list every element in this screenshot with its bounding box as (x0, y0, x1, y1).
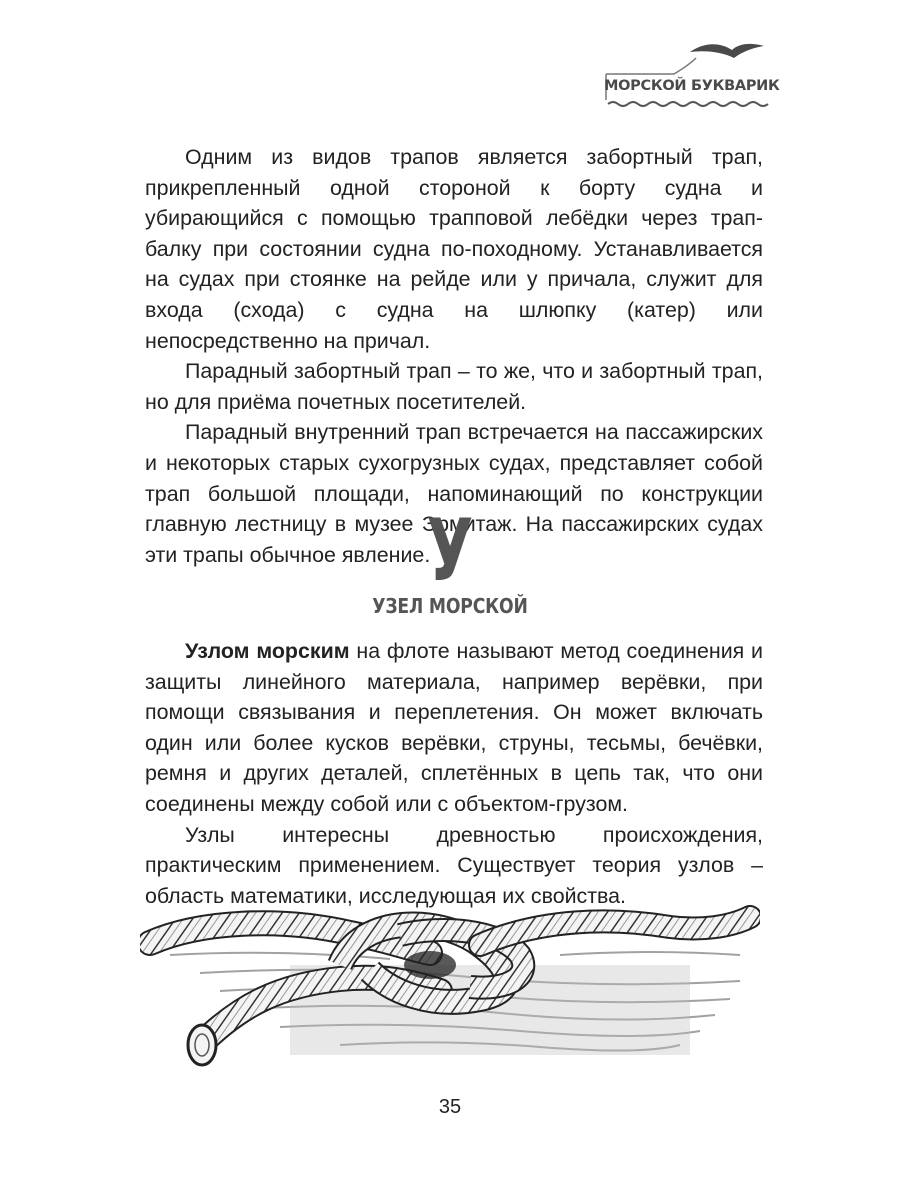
paragraph: Одним из видов трапов является забортный трап, прикрепленный одной стороной к борту судна и убирающийся с помощью трапповой лебёдки через трап-балку при состоянии судна по-походному. Устанавливается на судах при стоянке на рейде или у причала, служит для входа (схода) с судна на шлюпку (катер) или непосредственно на причал. (145, 145, 763, 353)
paragraph: Парадный забортный трап – то же, что и забортный трап, но для приёма почетных посетителей. (145, 359, 763, 414)
paragraph: Узлы интересны древностью происхождения, практическим применением. Существует теория узлов – область математики, исследующая их свойства. (145, 822, 763, 908)
section-letter: У (426, 501, 474, 601)
paragraph-text: на флоте называют метод соединения и защиты линейного материала, например верёвки, при помощи связывания и переплетения. Он может включать один или более кусков верёвки, струны, тесьмы, бечёвки, ремня и других деталей, сплетённых в цепь так, что они соединены между собой или с объектом-грузом. (145, 639, 764, 816)
text-block-knots (145, 636, 763, 911)
running-header (604, 38, 780, 110)
bold-term: Узлом морским (185, 639, 350, 663)
book-title: МОРСКОЙ БУКВАРИК (604, 78, 780, 94)
page-number: 35 (438, 1096, 462, 1118)
rope-knot-icon (140, 895, 760, 1070)
paragraph (145, 636, 763, 820)
paragraph: Парадный внутренний трап встречается на пассажирских и некоторых старых сухогрузных судах, представляет собой трап большой площади, напоминающий по конструкции главную лестницу в музее Эрмитаж. На пассажирских судах эти трапы обычное явление. (145, 420, 763, 567)
section-title: УЗЕЛ МОРСКОЙ (372, 594, 528, 618)
seagull-wave-icon (604, 38, 780, 110)
